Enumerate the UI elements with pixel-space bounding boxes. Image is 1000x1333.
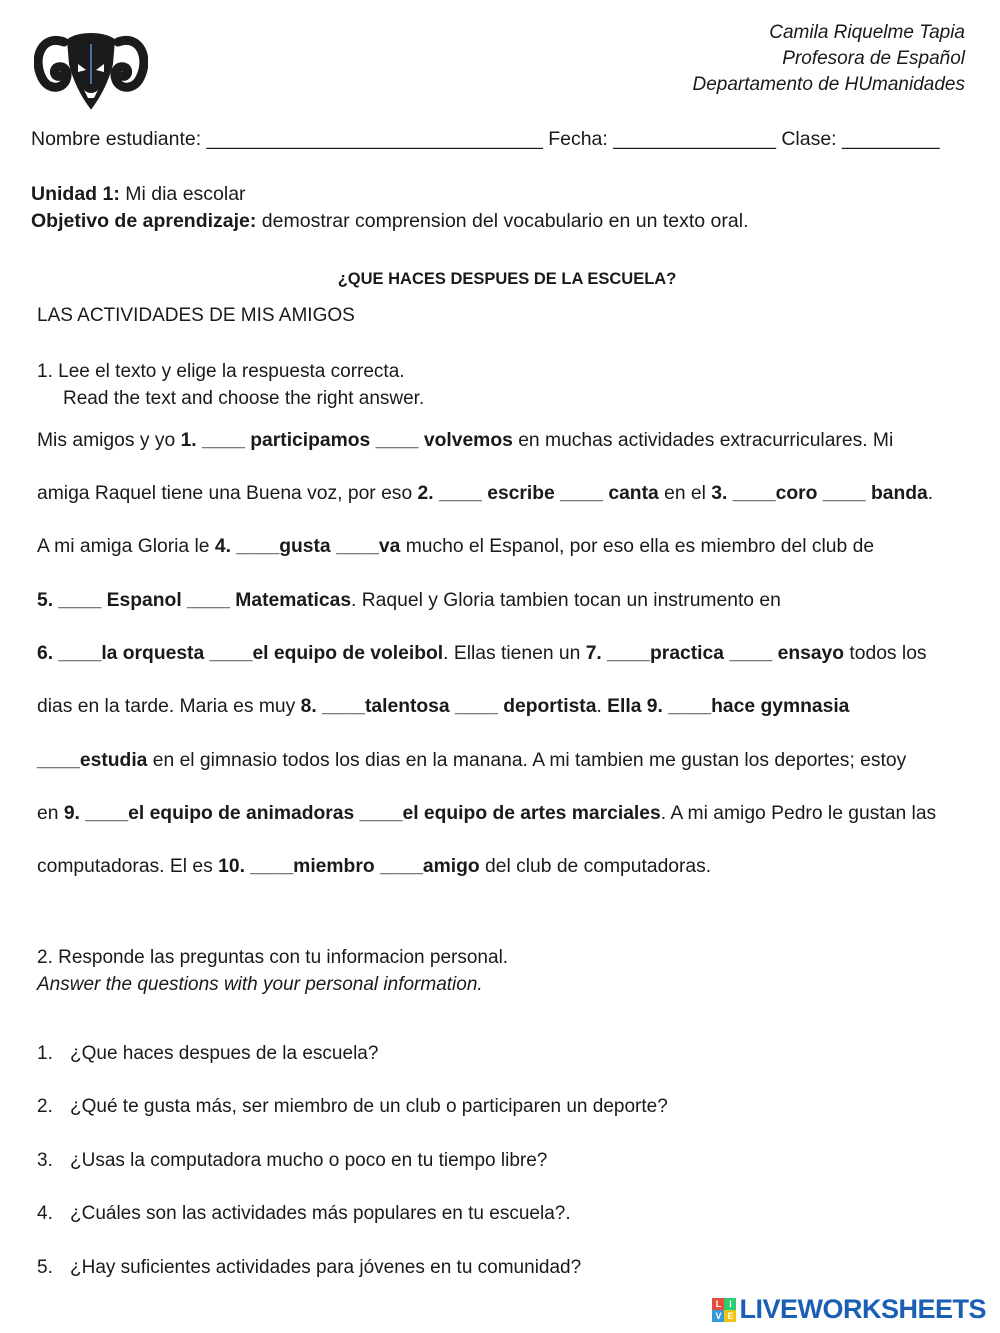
question-text: ¿Qué te gusta más, ser miembro de un club o participaren un deporte? xyxy=(70,1096,668,1118)
passage-line xyxy=(37,696,849,718)
passage-text: . xyxy=(927,483,934,504)
passage-line xyxy=(37,590,781,612)
brand-icon-tile: V xyxy=(712,1310,724,1322)
brand-icon-tile: E xyxy=(724,1310,736,1322)
passage-text: amiga Raquel tiene una Buena voz, por eso xyxy=(37,483,418,504)
answer-options[interactable]: 6. ____la orquesta ____el equipo de voleibol xyxy=(37,643,444,664)
objective-label: Objetivo de aprendizaje: xyxy=(31,210,257,232)
question-item xyxy=(37,1257,668,1310)
passage-line xyxy=(37,803,936,825)
student-info-line: Nombre estudiante: _______________________________ Fecha: _______________ Clase: _________ xyxy=(31,128,940,150)
answer-options[interactable]: 8. ____talentosa ____ deportista xyxy=(300,696,597,717)
question-text: ¿Usas la computadora mucho o poco en tu tiempo libre? xyxy=(70,1149,548,1171)
question-item xyxy=(37,1043,668,1096)
passage-text: . Ellas tienen un xyxy=(443,643,586,664)
answer-options[interactable]: ____estudia xyxy=(37,750,148,771)
ram-logo xyxy=(34,24,148,112)
passage-text: todos los xyxy=(844,643,927,664)
answer-options[interactable]: 7. ____practica ____ ensayo xyxy=(585,643,845,664)
exercise1-instruction-en: Read the text and choose the right answer. xyxy=(63,388,425,409)
exercise2-instructions xyxy=(37,944,508,998)
passage-line xyxy=(37,430,893,452)
question-text: ¿Hay suficientes actividades para jóvenes en tu comunidad? xyxy=(70,1256,582,1278)
passage-text: mucho el Espanol, por eso ella es miembro del club de xyxy=(400,536,875,557)
answer-options[interactable]: 10. ____miembro ____amigo xyxy=(218,856,480,877)
answer-options[interactable]: 1. ____ participamos ____ volvemos xyxy=(180,430,513,451)
passage-text: en el gimnasio todos los dias en la manana. A mi tambien me gustan los deportes; estoy xyxy=(147,750,907,771)
question-text: ¿Que haces despues de la escuela? xyxy=(70,1043,379,1064)
question-item xyxy=(37,1096,668,1149)
answer-options[interactable]: 5. ____ Espanol ____ Matematicas xyxy=(37,590,352,611)
department: Departamento de HUmanidades xyxy=(692,74,965,95)
question-number: 2. xyxy=(37,1096,53,1118)
passage-text: A mi amiga Gloria le xyxy=(37,536,215,557)
teacher-role: Profesora de Español xyxy=(782,48,965,69)
question-number: 5. xyxy=(37,1256,53,1278)
passage-text: computadoras. El es xyxy=(37,856,219,877)
passage-text: Mis amigos y yo xyxy=(37,430,181,451)
answer-options[interactable]: 2. ____ escribe ____ canta xyxy=(417,483,659,504)
passage-line xyxy=(37,750,906,772)
unit-block xyxy=(31,181,749,235)
answer-options[interactable]: Ella 9. ____hace gymnasia xyxy=(607,696,850,717)
liveworksheets-icon xyxy=(712,1298,736,1322)
exercise1-instruction-es: 1. Lee el texto y elige la respuesta correcta. xyxy=(37,361,405,382)
passage-line xyxy=(37,483,933,505)
answer-options[interactable]: 4. ____gusta ____va xyxy=(214,536,401,557)
passage-line xyxy=(37,856,711,878)
passage-text: . Raquel y Gloria tambien tocan un instrumento en xyxy=(351,590,781,611)
question-number: 3. xyxy=(37,1149,53,1171)
brand-icon-tile: I xyxy=(724,1298,736,1310)
passage-line xyxy=(37,643,927,665)
unit-label: Unidad 1: xyxy=(31,183,120,205)
unit-value: Mi dia escolar xyxy=(119,183,246,205)
question-list xyxy=(37,1043,668,1310)
question-number: 1. xyxy=(37,1043,53,1064)
passage-text: en muchas actividades extracurriculares. Mi xyxy=(512,430,894,451)
activities-title: LAS ACTIVIDADES DE MIS AMIGOS xyxy=(37,305,355,326)
question-item xyxy=(37,1203,668,1256)
passage-text: en xyxy=(37,803,64,824)
section-title: ¿QUE HACES DESPUES DE LA ESCUELA? xyxy=(337,270,677,288)
exercise1-instructions xyxy=(37,358,424,412)
passage-text: en el xyxy=(658,483,712,504)
passage-text: dias en la tarde. Maria es muy xyxy=(37,696,301,717)
passage-text: . A mi amigo Pedro le gustan las xyxy=(660,803,937,824)
exercise2-instruction-es: 2. Responde las preguntas con tu informacion personal. xyxy=(37,947,509,968)
passage-text: . xyxy=(596,696,608,717)
brand-text: LIVEWORKSHEETS xyxy=(739,1294,986,1324)
passage-line xyxy=(37,536,874,558)
question-text: ¿Cuáles son las actividades más populares en tu escuela?. xyxy=(70,1203,571,1225)
exercise2-instruction-en: Answer the questions with your personal information. xyxy=(37,974,483,995)
answer-options[interactable]: 3. ____coro ____ banda xyxy=(711,483,928,504)
objective-value: demostrar comprension del vocabulario en un texto oral. xyxy=(256,210,749,232)
teacher-name: Camila Riquelme Tapia xyxy=(769,22,965,43)
brand-icon-tile: L xyxy=(712,1298,724,1310)
teacher-block xyxy=(693,20,966,98)
answer-options[interactable]: 9. ____el equipo de animadoras ____el equipo de artes marciales xyxy=(63,803,661,824)
question-item xyxy=(37,1150,668,1203)
liveworksheets-brand xyxy=(712,1294,986,1325)
question-number: 4. xyxy=(37,1203,53,1225)
passage-text: del club de computadoras. xyxy=(479,856,712,877)
